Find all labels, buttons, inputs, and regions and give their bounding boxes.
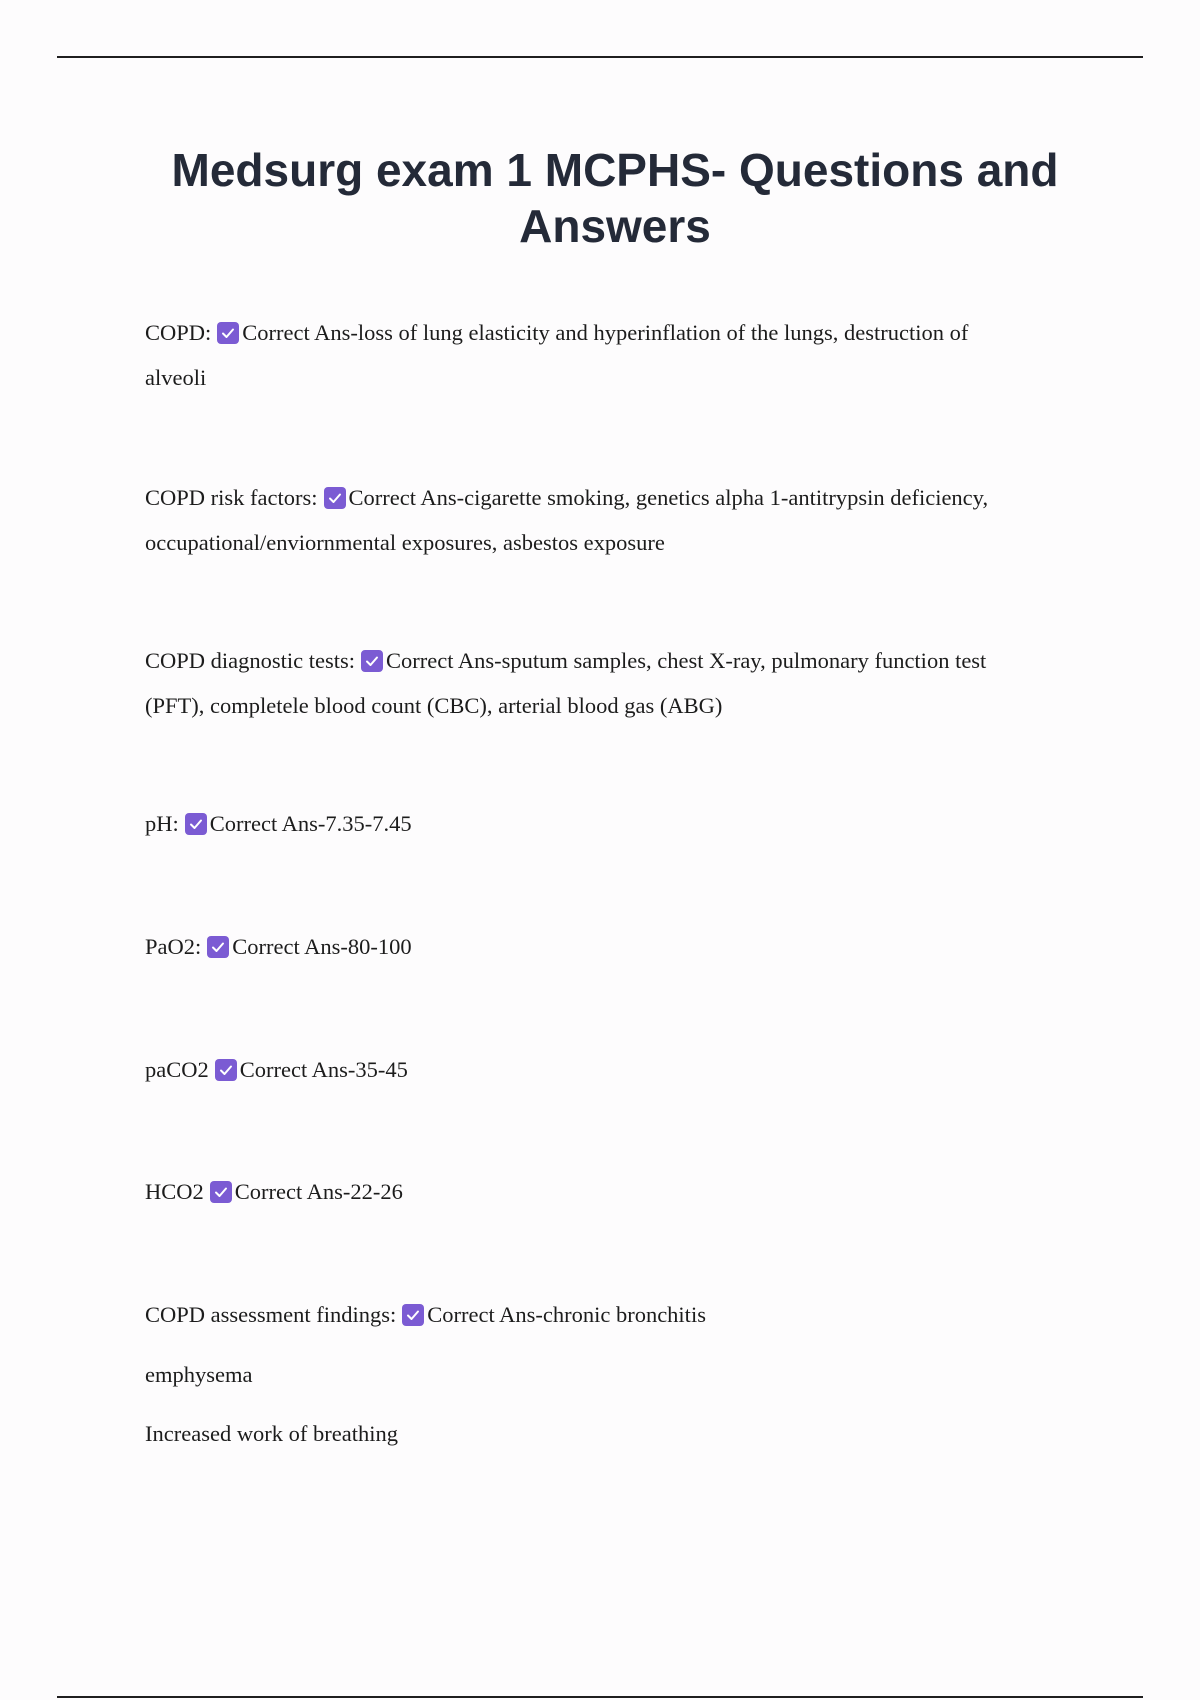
answer-text: Correct Ans-35-45 (239, 1057, 408, 1082)
qa-first-line (145, 638, 1085, 683)
checkbox-checked-icon (185, 813, 207, 835)
checkbox-checked-icon (217, 322, 239, 344)
qa-first-line (145, 475, 1085, 520)
checkbox-checked-icon (402, 1304, 424, 1326)
answer-text: Correct Ans-80-100 (232, 934, 412, 959)
answer-continuation: emphysema (145, 1362, 253, 1387)
qa-item (145, 638, 1085, 728)
qa-item (145, 1292, 1085, 1456)
qa-item (145, 475, 1085, 565)
qa-first-line (145, 1047, 1085, 1092)
question-text: COPD diagnostic tests: (145, 648, 356, 673)
qa-item (145, 310, 1085, 400)
question-text: PaO2: (145, 934, 202, 959)
checkbox-checked-icon (361, 650, 383, 672)
qa-first-line (145, 310, 1085, 355)
checkbox-checked-icon (324, 487, 346, 509)
question-text: pH: (145, 811, 179, 836)
top-rule (57, 56, 1143, 58)
question-text: COPD risk factors: (145, 485, 318, 510)
qa-first-line (145, 1292, 1085, 1337)
answer-text: Correct Ans-cigarette smoking, genetics alpha 1-antitrypsin deficiency, (348, 485, 989, 510)
answer-continuation: occupational/enviornmental exposures, asbestos exposure (145, 530, 665, 555)
answer-text: Correct Ans-loss of lung elasticity and hyperinflation of the lungs, destruction of (242, 320, 969, 345)
checkbox-checked-icon (210, 1181, 232, 1203)
qa-first-line (145, 1169, 1085, 1214)
answer-text: Correct Ans-22-26 (234, 1179, 403, 1204)
checkbox-checked-icon (207, 936, 229, 958)
answer-continuation: Increased work of breathing (145, 1421, 399, 1446)
qa-item (145, 1169, 1085, 1214)
qa-item (145, 1047, 1085, 1092)
question-text: HCO2 (145, 1179, 204, 1204)
checkbox-checked-icon (215, 1059, 237, 1081)
bottom-rule (57, 1696, 1143, 1698)
qa-first-line (145, 924, 1085, 969)
question-text: COPD assessment findings: (145, 1302, 397, 1327)
answer-text: Correct Ans-sputum samples, chest X-ray, pulmonary function test (386, 648, 987, 673)
question-text: COPD: (145, 320, 212, 345)
answer-text: Correct Ans-chronic bronchitis (427, 1302, 706, 1327)
qa-item (145, 801, 1085, 846)
qa-item (145, 924, 1085, 969)
question-text: paCO2 (145, 1057, 209, 1082)
qa-first-line (145, 801, 1085, 846)
answer-continuation: alveoli (145, 365, 207, 390)
answer-text: Correct Ans-7.35-7.45 (209, 811, 412, 836)
page-title: Medsurg exam 1 MCPHS- Questions and Answers (171, 144, 1059, 252)
answer-continuation: (PFT), completele blood count (CBC), arterial blood gas (ABG) (145, 693, 723, 718)
